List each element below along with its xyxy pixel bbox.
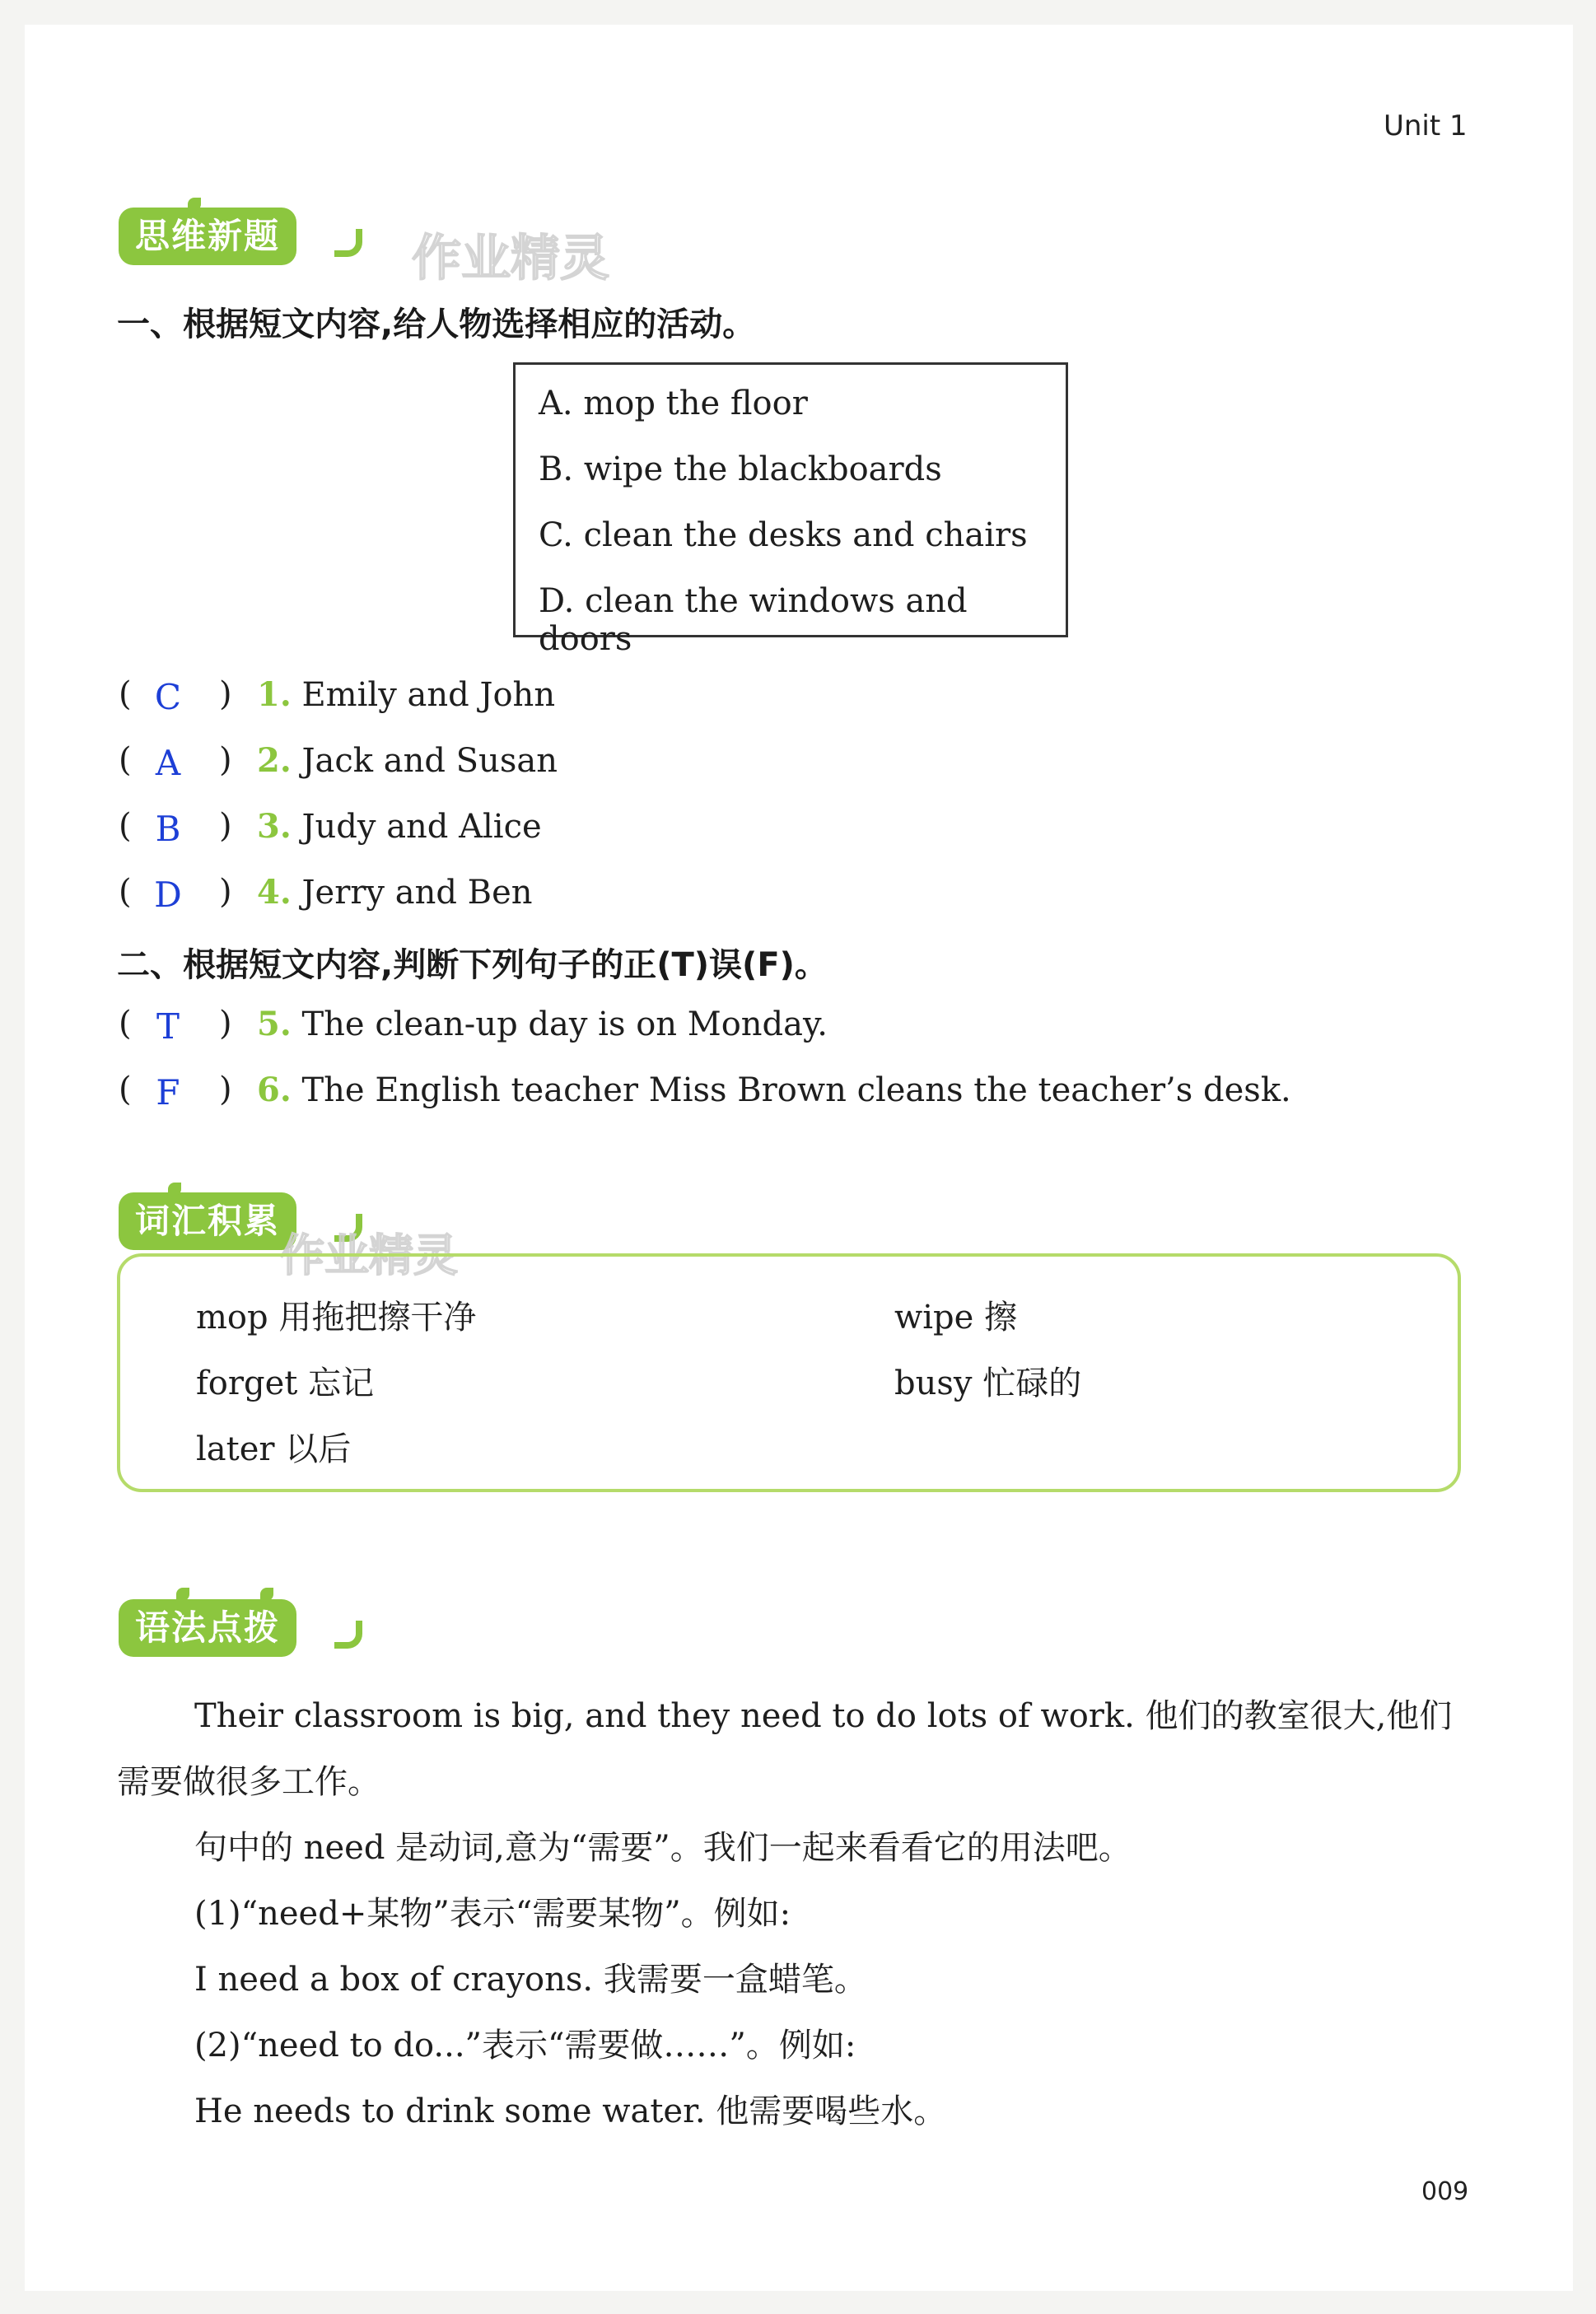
- vocab-item: later 以后: [196, 1430, 352, 1468]
- unit-label: Unit 1: [1384, 110, 1468, 142]
- grammar-line: 需要做很多工作。: [117, 1763, 380, 1801]
- tf-question-row: [119, 1071, 1436, 1136]
- grammar-line: He needs to drink some water. 他需要喝些水。: [194, 2092, 947, 2130]
- heading-true-false: 二、根据短文内容,判断下列句子的正(T)误(F)。: [117, 946, 828, 984]
- sprout-icon: [176, 1588, 189, 1601]
- sprout-icon: [168, 1183, 181, 1196]
- vocab-box: [117, 1253, 1461, 1492]
- grammar-line: (1)“need+某物”表示“需要某物”。例如:: [194, 1895, 791, 1933]
- question-row: [119, 807, 1272, 873]
- badge-label: 语法点拨: [119, 1599, 296, 1657]
- badge-label: 思维新题: [119, 208, 296, 265]
- question-row: [119, 873, 1272, 939]
- answer-value: F: [156, 1072, 180, 1113]
- question-row: [119, 741, 1272, 807]
- section-badge-vocab: [119, 1192, 296, 1250]
- question-text: 4. Jerry and Ben: [257, 873, 533, 912]
- grammar-line: 句中的 need 是动词,意为“需要”。我们一起来看看它的用法吧。: [194, 1829, 1132, 1867]
- option-c: C. clean the desks and chairs: [539, 516, 1028, 554]
- question-text: 2. Jack and Susan: [257, 741, 558, 780]
- option-d: D. clean the windows and doors: [539, 582, 968, 658]
- grammar-line: I need a box of crayons. 我需要一盒蜡笔。: [194, 1961, 867, 1999]
- section-badge-thinking: [119, 208, 296, 265]
- right-paren: ): [219, 741, 232, 779]
- grammar-line: Their classroom is big, and they need to do lots of work. 他们的教室很大,他们: [194, 1697, 1453, 1735]
- left-paren: (: [119, 675, 132, 713]
- vocab-item: busy 忙碌的: [894, 1365, 1082, 1402]
- answer-value: A: [155, 743, 181, 783]
- left-paren: (: [119, 873, 132, 911]
- question-text: 5. The clean-up day is on Monday.: [257, 1005, 828, 1043]
- right-paren: ): [219, 807, 232, 845]
- options-box: [513, 362, 1068, 658]
- vocab-item: forget 忘记: [196, 1365, 375, 1402]
- tf-question-row: [119, 1005, 1436, 1071]
- badge-tail-icon: [334, 1621, 362, 1649]
- watermark-text: 作业精灵: [280, 1229, 458, 1281]
- answer-value: T: [156, 1006, 180, 1047]
- right-paren: ): [219, 873, 232, 911]
- question-row: [119, 675, 1272, 741]
- left-paren: (: [119, 1071, 132, 1108]
- vocab-item: wipe 擦: [894, 1299, 1018, 1337]
- answer-value: C: [154, 677, 182, 717]
- section-badge-grammar: [119, 1599, 296, 1657]
- option-b: B. wipe the blackboards: [539, 450, 942, 488]
- right-paren: ): [219, 1005, 232, 1043]
- right-paren: ): [219, 1071, 232, 1108]
- watermark-text: 作业精灵: [412, 230, 609, 287]
- left-paren: (: [119, 1005, 132, 1043]
- question-text: 6. The English teacher Miss Brown cleans the teacher’s desk.: [257, 1071, 1291, 1109]
- left-paren: (: [119, 741, 132, 779]
- badge-label: 词汇积累: [119, 1192, 296, 1250]
- question-text: 3. Judy and Alice: [257, 807, 542, 846]
- left-paren: (: [119, 807, 132, 845]
- badge-tail-icon: [334, 229, 362, 257]
- heading-match-activity: 一、根据短文内容,给人物选择相应的活动。: [117, 306, 756, 343]
- right-paren: ): [219, 675, 232, 713]
- workbook-page: [25, 25, 1573, 2291]
- option-a: A. mop the floor: [539, 385, 808, 422]
- page-number: 009: [1421, 2177, 1469, 2206]
- answer-value: B: [155, 809, 181, 849]
- answer-value: D: [154, 875, 182, 915]
- grammar-line: (2)“need to do...”表示“需要做……”。例如:: [194, 2027, 856, 2064]
- vocab-item: mop 用拖把擦干净: [196, 1299, 477, 1337]
- question-text: 1. Emily and John: [257, 675, 556, 714]
- sprout-icon: [188, 198, 201, 211]
- sprout-icon: [260, 1588, 273, 1601]
